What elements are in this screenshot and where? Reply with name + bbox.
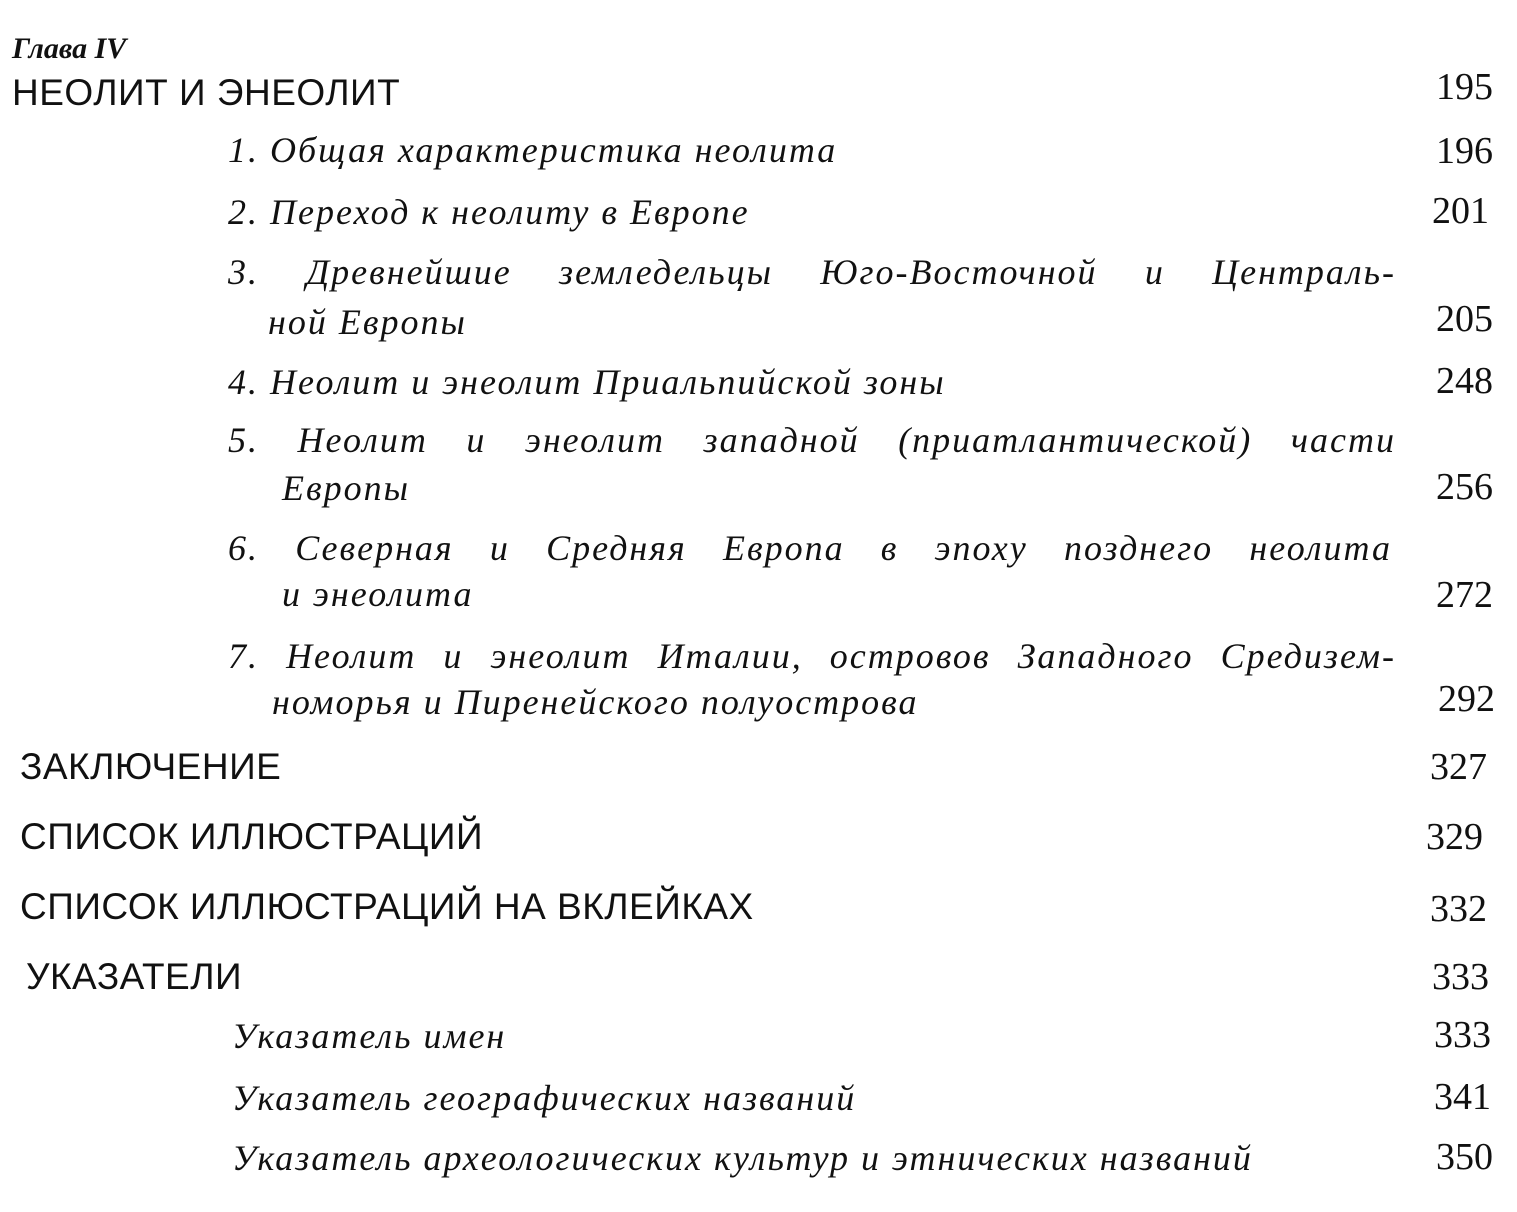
index-names-page-number: 333	[1434, 1014, 1491, 1056]
section-1-page-number: 196	[1436, 130, 1493, 172]
inset-illustrations-list-page-number: 332	[1430, 888, 1487, 930]
chapter-page-number: 195	[1436, 66, 1493, 108]
section-1-line-1: 1. Общая характеристика неолита	[228, 130, 838, 170]
section-5-line-1: 5. Неолит и энеолит западной (приатлантической) части	[228, 420, 1396, 460]
section-7-page-number: 292	[1438, 678, 1495, 720]
section-2-page-number: 201	[1432, 190, 1489, 232]
section-4-page-number: 248	[1436, 360, 1493, 402]
index-names-title: Указатель имен	[232, 1016, 507, 1056]
indexes-page-number: 333	[1432, 956, 1489, 998]
section-6-page-number: 272	[1436, 574, 1493, 616]
section-2-line-1: 2. Переход к неолиту в Европе	[228, 192, 750, 232]
section-5-page-number: 256	[1436, 466, 1493, 508]
index-geographic-names-page-number: 341	[1434, 1076, 1491, 1118]
section-6-line-2: и энеолита	[282, 574, 474, 614]
section-6-line-1: 6. Северная и Средняя Европа в эпоху позднего неолита	[228, 528, 1392, 568]
section-3-page-number: 205	[1436, 298, 1493, 340]
index-archaeological-cultures-page-number: 350	[1436, 1136, 1493, 1178]
section-4-line-1: 4. Неолит и энеолит Приальпийской зоны	[228, 362, 946, 402]
section-3-line-1: 3. Древнейшие земледельцы Юго-Восточной и Централь-	[228, 252, 1396, 292]
index-geographic-names-title: Указатель географических названий	[232, 1078, 857, 1118]
chapter-title: НЕОЛИТ И ЭНЕОЛИТ	[12, 72, 401, 113]
section-3-line-2: ной Европы	[268, 302, 467, 342]
index-archaeological-cultures-title: Указатель археологических культур и этнических названий	[232, 1138, 1253, 1178]
section-5-line-2: Европы	[282, 468, 410, 508]
section-7-line-2: номорья и Пиренейского полуострова	[272, 682, 919, 722]
indexes-title: УКАЗАТЕЛИ	[26, 956, 243, 997]
conclusion-title: ЗАКЛЮЧЕНИЕ	[20, 746, 282, 787]
chapter-label: Глава IV	[12, 32, 127, 65]
section-7-line-1: 7. Неолит и энеолит Италии, островов Западного Средизем-	[228, 636, 1396, 676]
illustrations-list-page-number: 329	[1426, 816, 1483, 858]
illustrations-list-title: СПИСОК ИЛЛЮСТРАЦИЙ	[20, 816, 484, 857]
conclusion-page-number: 327	[1430, 746, 1487, 788]
inset-illustrations-list-title: СПИСОК ИЛЛЮСТРАЦИЙ НА ВКЛЕЙКАХ	[20, 886, 754, 927]
